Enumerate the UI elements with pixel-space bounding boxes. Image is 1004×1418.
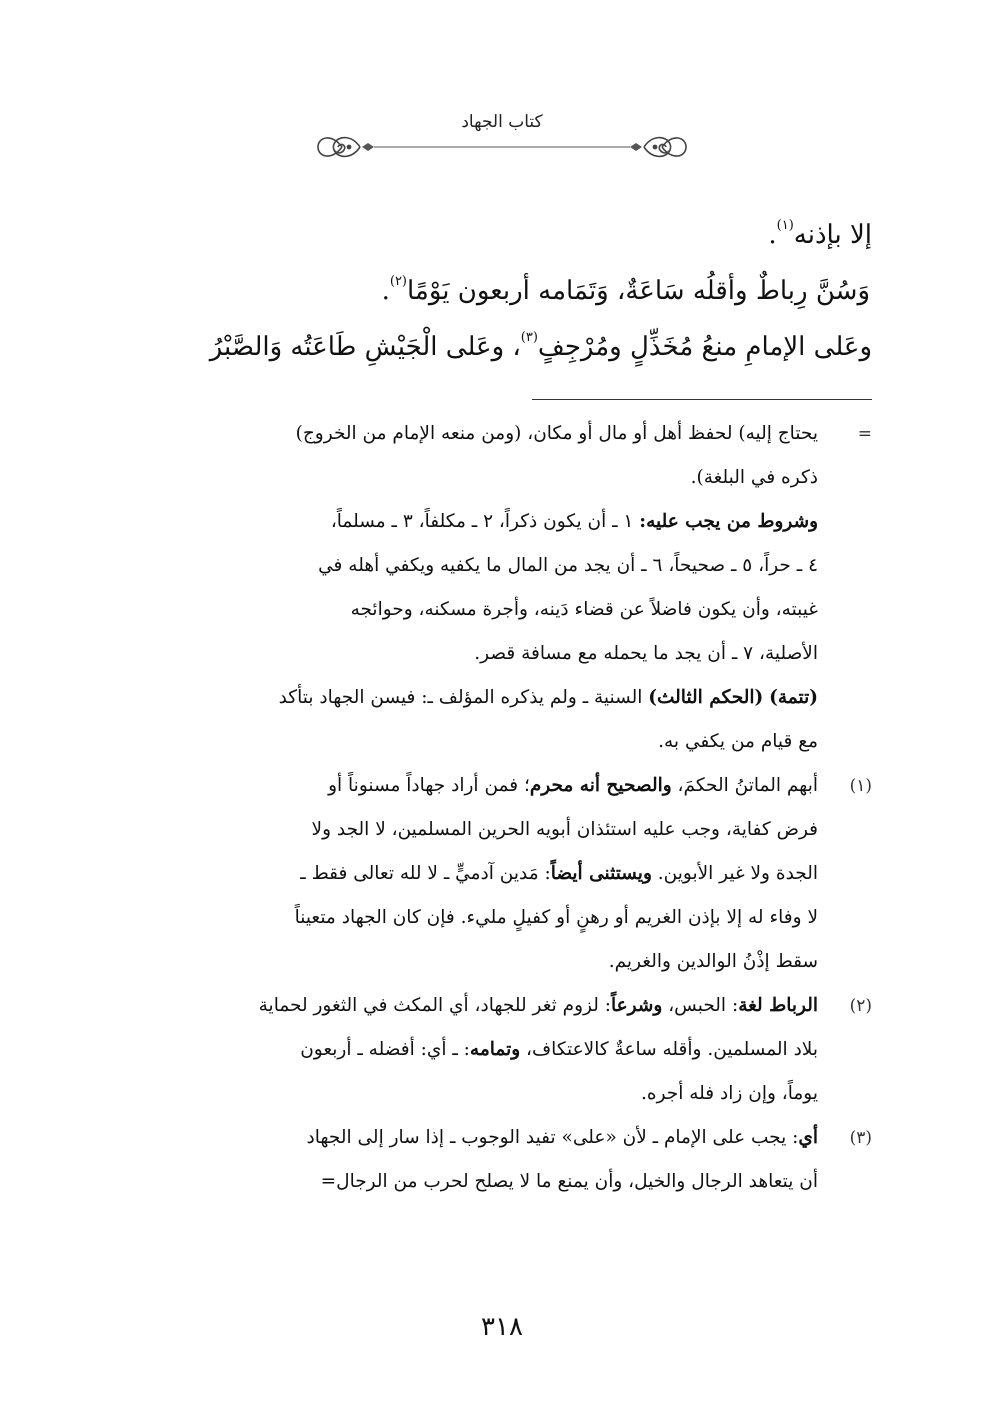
footnote-line [132, 1160, 872, 1204]
footnote-line [132, 984, 872, 1028]
footnote-text: ؛ فمن أراد جهاداً مسنوناً أو [328, 775, 530, 796]
footnote-text: السنية ـ ولم يذكره المؤلف ـ: فيسن الجهاد بتأكد [278, 687, 649, 708]
matn-line [132, 254, 872, 310]
bold-term: وشرعاً [611, 995, 663, 1016]
continuation-line [132, 412, 872, 456]
footnote-text: يحتاج إليه) لحفظ أهل أو مال أو مكان، (ومن منعه الإمام من الخروج) [295, 423, 818, 444]
footnote-text: ٤ ـ حراً، ٥ ـ صحيحاً، ٦ ـ أن يجد من المال ما يكفيه ويكفي أهله في [318, 555, 818, 576]
footnote-text: : مَدين آدميٍّ ـ لا لله تعالى فقط ـ [300, 863, 551, 884]
main-text [132, 198, 872, 366]
footnote-number: (٣) [849, 1128, 872, 1148]
matn-text: . [381, 276, 390, 306]
footnote-text: بلاد المسلمين. وأقله ساعةٌ كالاعتكاف، [520, 1039, 818, 1060]
footnote-text: : ـ أي: أفضله ـ أربعون [300, 1039, 470, 1060]
matn-text: وعَلى الإمامِ منعُ مُخَذِّلٍ ومُرْجِفٍ [537, 332, 872, 362]
continuation-line [132, 456, 872, 500]
footnote-line [132, 1072, 872, 1116]
matn-line [132, 310, 872, 366]
footnote-line [132, 1116, 872, 1160]
matn-text: . [768, 220, 777, 250]
footnote-text: ذكره في البلغة). [690, 467, 818, 488]
footnote-text: أن يتعاهد الرجال والخيل، وأن يمنع ما لا يصلح لحرب من الرجال= [320, 1171, 818, 1192]
footnote-text: مع قيام من يكفي به. [658, 731, 818, 752]
bold-term: (الحكم الثالث) [648, 687, 764, 708]
footnote-ref[interactable]: (٢) [389, 274, 407, 289]
footnote-text: : يجب على الإمام ـ لأن «على» تفيد الوجوب ـ إذا سار إلى الجهاد [306, 1127, 799, 1148]
matn-text: إلا بإذنه [793, 220, 872, 250]
footnote-text: غيبته، وأن يكون فاضلاً عن قضاء دَينه، وأجرة مسكنه، وحوائجه [350, 599, 818, 620]
bold-term: والصحيح أنه محرم [529, 775, 672, 796]
bold-term: أي [798, 1127, 818, 1148]
footnote-text: فرض كفاية، وجب عليه استئذان أبويه الحرين المسلمين، لا الجد ولا [311, 819, 818, 840]
footnotes-area [132, 412, 872, 1204]
footnote-text: : الحبس، [662, 995, 739, 1016]
header-ornament-icon [312, 130, 692, 164]
footnote-number: (١) [849, 776, 872, 796]
footnote-line [132, 808, 872, 852]
footnote-ref[interactable]: (١) [776, 218, 794, 233]
bold-term: وتمامه [469, 1039, 521, 1060]
bold-term: وشروط من يجب عليه: [639, 511, 818, 532]
continuation-line [132, 676, 872, 720]
bold-term: (تتمة) [769, 687, 818, 708]
continuation-line [132, 720, 872, 764]
matn-text: ، وعَلى الْجَيْشِ طَاعَتُه وَالصَّبْرُ [209, 332, 521, 362]
footnote-text: أبهم الماتنُ الحكمَ، [671, 775, 818, 796]
bold-term: الرباط لغة [738, 995, 818, 1016]
continuation-marker: = [857, 424, 872, 444]
footnote-ref[interactable]: (٣) [520, 330, 538, 345]
footnote-text: الجدة ولا غير الأبوين. [651, 863, 818, 884]
footnote-text: يوماً، وإن زاد فله أجره. [641, 1083, 818, 1104]
footnote-text: : لزوم ثغر للجهاد، أي المكث في الثغور لحماية [258, 995, 611, 1016]
footnote-line [132, 940, 872, 984]
page-number: ٣١٨ [481, 1312, 523, 1342]
footnote-line [132, 1028, 872, 1072]
continuation-line [132, 544, 872, 588]
running-header [0, 112, 1004, 132]
header-title: كتاب الجهاد [461, 112, 543, 132]
footnote-text: ١ ـ أن يكون ذكراً، ٢ ـ مكلفاً، ٣ ـ مسلماً، [330, 511, 640, 532]
matn-text: وَسُنَّ رِباطٌ وأقلُه سَاعَةٌ، وَتَمَامه أربعون يَوْمًا [407, 276, 870, 306]
footnote-divider [532, 399, 872, 400]
footnote-number: (٢) [849, 996, 872, 1016]
continuation-line [132, 588, 872, 632]
footnote-text: سقط إذْنُ الوالدين والغريم. [608, 951, 818, 972]
footnote-line [132, 896, 872, 940]
matn-line [132, 198, 872, 254]
continuation-line [132, 500, 872, 544]
footnote-text: الأصلية، ٧ ـ أن يجد ما يحمله مع مسافة قصر. [474, 643, 818, 664]
bold-term: ويستثنى أيضاً [550, 863, 652, 884]
footnote-line [132, 764, 872, 808]
continuation-line [132, 632, 872, 676]
footnote-text: لا وفاء له إلا بإذن الغريم أو رهنٍ أو كفيلٍ مليء. فإن كان الجهاد متعيناً [294, 907, 818, 928]
footnote-line [132, 852, 872, 896]
